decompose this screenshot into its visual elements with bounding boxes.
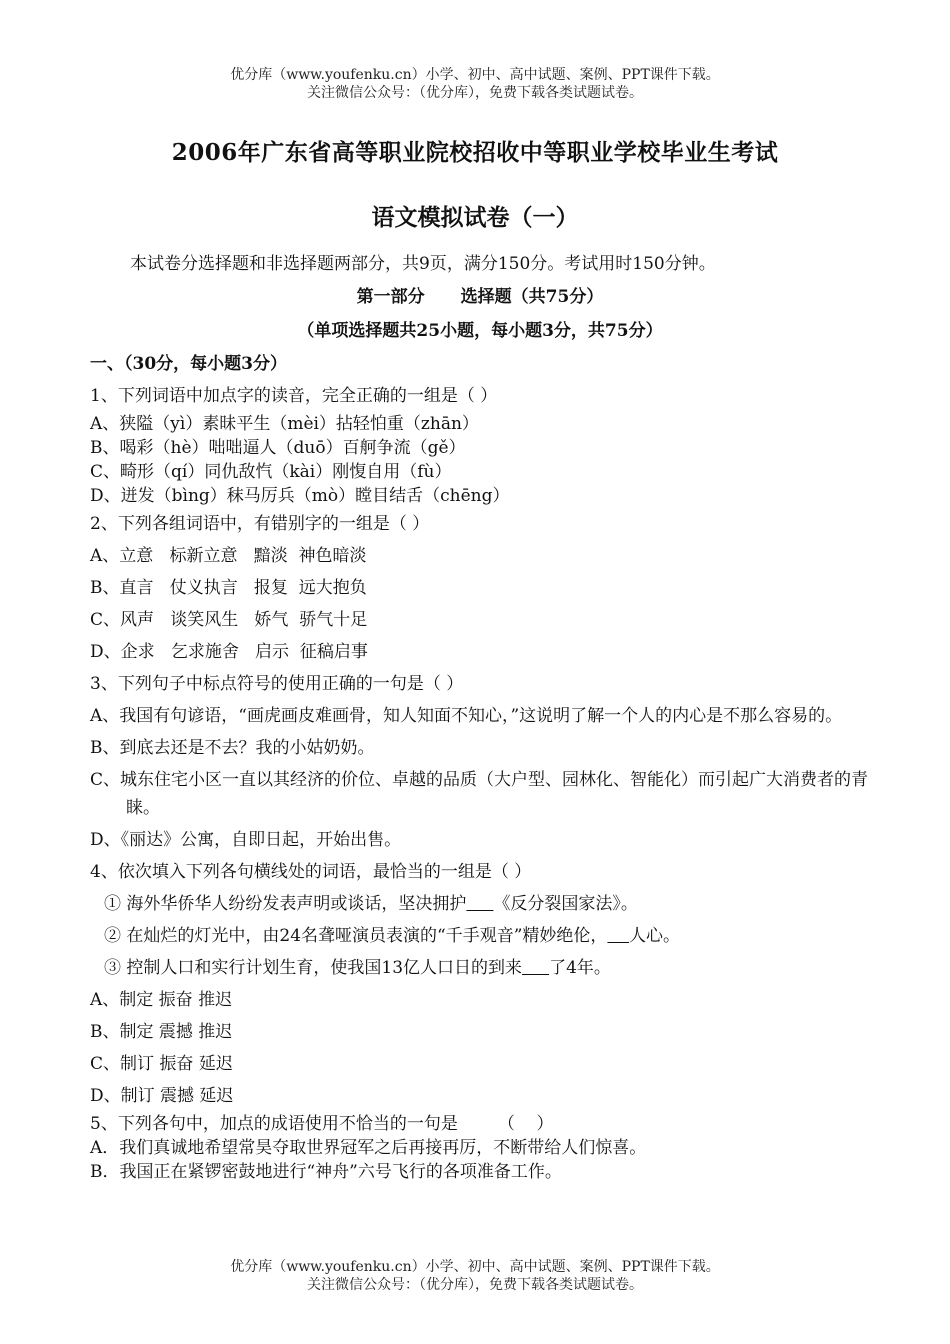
- question-4-stem: 4、依次填入下列各句横线处的词语，最恰当的一组是（ ）: [90, 862, 532, 882]
- question-4-sentence-2: [90, 920, 870, 952]
- page-header: [0, 66, 950, 102]
- blank-2: [607, 926, 629, 946]
- question-3-stem: 3、下列句子中标点符号的使用正确的一句是（ ）: [90, 674, 464, 694]
- question-4-option-b: B、制定 震撼 推迟: [90, 1022, 233, 1042]
- header-line-2: 关注微信公众号：（优分库），免费下载各类试题试卷。: [307, 85, 643, 101]
- question-2-option-d: D、企求 乞求施舍 启示 征稿启事: [90, 642, 368, 662]
- question-5-stem: [90, 1112, 870, 1136]
- question-2-option-a: A、立意 标新立意 黯淡 神色暗淡: [90, 546, 367, 566]
- blank-3: [522, 958, 549, 978]
- question-1-option-b: B、喝彩（hè）咄咄逼人（duō）百舸争流（gě）: [90, 438, 466, 458]
- sentence-2-tail: 人心。: [629, 926, 681, 946]
- question-3-option-d: D、《丽达》公寓，自即日起，开始出售。: [90, 830, 402, 850]
- part-heading: [90, 280, 870, 314]
- sentence-3-tail: 了4年。: [549, 958, 611, 978]
- question-5-text: 5、下列各句中，加点的成语使用不恰当的一句是: [90, 1114, 458, 1134]
- exam-subtitle: 语文模拟试卷（一）: [371, 204, 579, 231]
- question-4-sentence-3: [90, 952, 870, 984]
- intro-text: 本试卷分选择题和非选择题两部分，共9页，满分150分。考试用时150分钟。: [130, 254, 716, 274]
- question-5-option-b: B．我国正在紧锣密鼓地进行“神舟”六号飞行的各项准备工作。: [90, 1162, 562, 1182]
- exam-body: [90, 248, 870, 1184]
- question-4-option-d: D、制订 震撼 延迟: [90, 1086, 234, 1106]
- question-2-option-c: C、风声 谈笑风生 娇气 骄气十足: [90, 610, 368, 630]
- sentence-2-text: ② 在灿烂的灯光中，由24名聋哑演员表演的“千手观音”精妙绝伦，: [104, 926, 608, 946]
- question-1-option-a: A、狭隘（yì）素昧平生（mèi）拈轻怕重（zhān）: [90, 414, 479, 434]
- blank-1: [466, 894, 493, 914]
- question-4-option-c: C、制订 振奋 延迟: [90, 1054, 233, 1074]
- part-name: 选择题（共75分）: [460, 287, 604, 307]
- question-4-option-a: A、制定 振奋 推迟: [90, 990, 233, 1010]
- sentence-1-tail: 《反分裂国家法》。: [493, 894, 638, 914]
- exam-title: 2006年广东省高等职业院校招收中等职业学校毕业生考试: [171, 139, 779, 166]
- footer-line-2: 关注微信公众号：（优分库），免费下载各类试题试卷。: [307, 1277, 643, 1293]
- answer-paren: （ ）: [497, 1114, 554, 1134]
- question-1-stem: 1、下列词语中加点字的读音，完全正确的一组是（ ）: [90, 386, 498, 406]
- question-2-stem: 2、下列各组词语中，有错别字的一组是（ ）: [90, 514, 430, 534]
- part-label: 第一部分: [356, 287, 425, 307]
- question-5-option-a: A．我们真诚地希望常昊夺取世界冠军之后再接再厉，不断带给人们惊喜。: [90, 1138, 647, 1158]
- question-1-option-d: D、迸发（bìng）秣马厉兵（mò）瞠目结舌（chēng）: [90, 486, 510, 506]
- sentence-1-text: ① 海外华侨华人纷纷发表声明或谈话，坚决拥护: [104, 894, 467, 914]
- section-heading: 一、（30分，每小题3分）: [90, 354, 287, 374]
- question-3-option-b: B、到底去还是不去？我的小姑奶奶。: [90, 738, 375, 758]
- question-3-option-c: C、城东住宅小区一直以其经济的价位、卓越的品质（大户型、园林化、智能化）而引起广大消费者的青睐。: [90, 770, 869, 818]
- page-footer: [0, 1258, 950, 1294]
- footer-line-1: 优分库（www.youfenku.cn）小学、初中、高中试题、案例、PPT课件下载。: [230, 1259, 720, 1275]
- question-2-option-b: B、直言 仗义执言 报复 远大抱负: [90, 578, 367, 598]
- question-1-option-c: C、畸形（qí）同仇敌忾（kài）刚愎自用（fù）: [90, 462, 452, 482]
- header-line-1: 优分库（www.youfenku.cn）小学、初中、高中试题、案例、PPT课件下载。: [230, 67, 720, 83]
- question-3-option-a: A、我国有句谚语，“画虎画皮难画骨，知人知面不知心，”这说明了解一个人的内心是不那么容易的。: [90, 706, 843, 726]
- question-4-sentence-1: [90, 888, 870, 920]
- sentence-3-text: ③ 控制人口和实行计划生育，使我国13亿人口日的到来: [104, 958, 523, 978]
- part-note: （单项选择题共25小题，每小题3分，共75分）: [297, 321, 663, 341]
